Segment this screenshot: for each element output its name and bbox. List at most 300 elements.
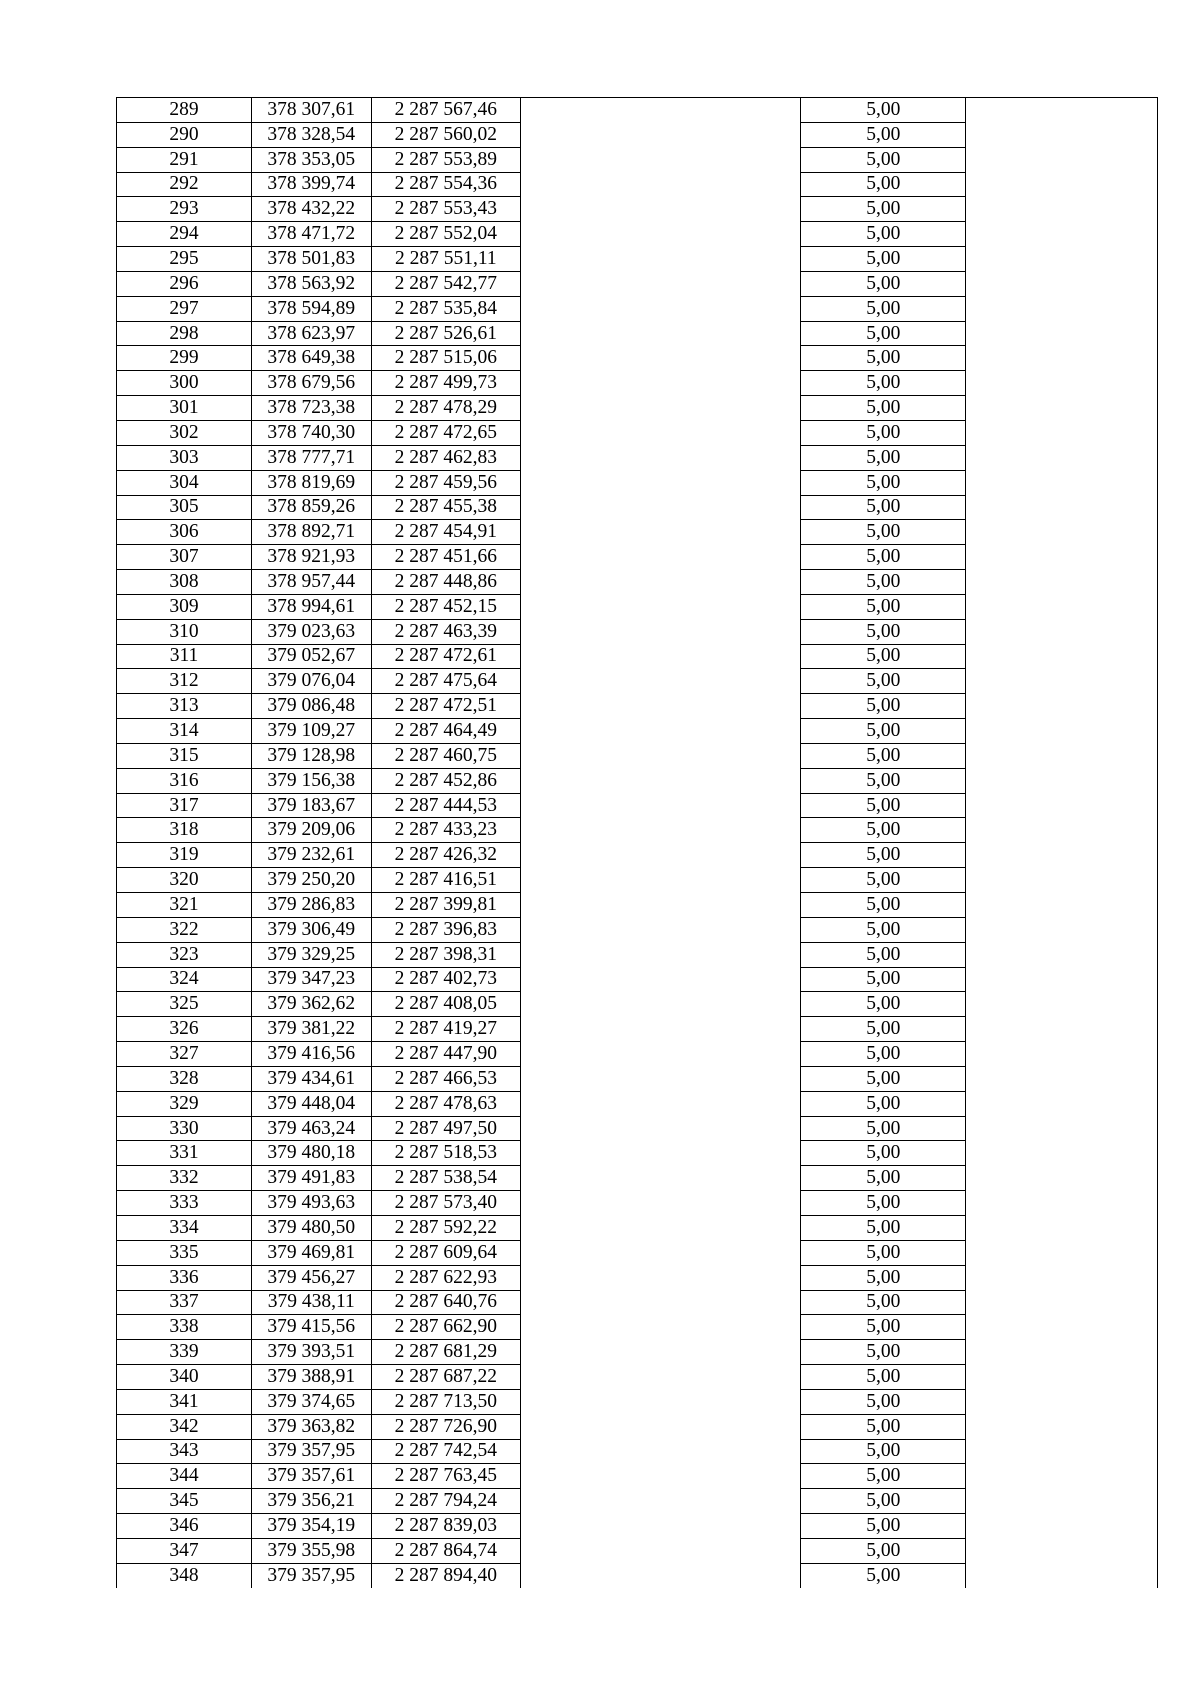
value-cell: 5,00 [801, 1265, 966, 1290]
empty-cell [966, 1091, 1158, 1116]
empty-cell [521, 247, 801, 272]
table-row [117, 570, 1158, 595]
value-cell: 5,00 [801, 122, 966, 147]
empty-cell [966, 396, 1158, 421]
y-coordinate-cell: 2 287 408,05 [371, 992, 520, 1017]
value-cell: 5,00 [801, 1563, 966, 1587]
point-number-cell: 327 [117, 1042, 252, 1067]
empty-cell [966, 1265, 1158, 1290]
y-coordinate-cell: 2 287 526,61 [371, 321, 520, 346]
point-number-cell: 323 [117, 942, 252, 967]
point-number-cell: 300 [117, 371, 252, 396]
x-coordinate-cell: 378 623,97 [252, 321, 372, 346]
empty-cell [966, 1414, 1158, 1439]
point-number-cell: 308 [117, 570, 252, 595]
point-number-cell: 324 [117, 967, 252, 992]
empty-cell [521, 470, 801, 495]
empty-cell [966, 1315, 1158, 1340]
table-row [117, 321, 1158, 346]
x-coordinate-cell: 379 456,27 [252, 1265, 372, 1290]
empty-cell [966, 1290, 1158, 1315]
empty-cell [966, 1141, 1158, 1166]
table-row [117, 520, 1158, 545]
empty-cell [966, 743, 1158, 768]
x-coordinate-cell: 379 357,95 [252, 1439, 372, 1464]
value-cell: 5,00 [801, 793, 966, 818]
table-row [117, 1340, 1158, 1365]
table-row [117, 1091, 1158, 1116]
empty-cell [521, 371, 801, 396]
value-cell: 5,00 [801, 594, 966, 619]
value-cell: 5,00 [801, 1389, 966, 1414]
value-cell: 5,00 [801, 1017, 966, 1042]
table-row [117, 1265, 1158, 1290]
y-coordinate-cell: 2 287 463,39 [371, 619, 520, 644]
point-number-cell: 309 [117, 594, 252, 619]
point-number-cell: 304 [117, 470, 252, 495]
empty-cell [966, 197, 1158, 222]
x-coordinate-cell: 379 354,19 [252, 1514, 372, 1539]
x-coordinate-cell: 379 183,67 [252, 793, 372, 818]
empty-cell [521, 1290, 801, 1315]
table-row [117, 942, 1158, 967]
x-coordinate-cell: 379 209,06 [252, 818, 372, 843]
y-coordinate-cell: 2 287 518,53 [371, 1141, 520, 1166]
x-coordinate-cell: 379 306,49 [252, 917, 372, 942]
empty-cell [521, 197, 801, 222]
y-coordinate-cell: 2 287 452,86 [371, 768, 520, 793]
y-coordinate-cell: 2 287 462,83 [371, 445, 520, 470]
empty-cell [966, 1538, 1158, 1563]
table-row [117, 271, 1158, 296]
empty-cell [966, 793, 1158, 818]
x-coordinate-cell: 379 156,38 [252, 768, 372, 793]
table-row [117, 843, 1158, 868]
table-row [117, 1389, 1158, 1414]
y-coordinate-cell: 2 287 448,86 [371, 570, 520, 595]
x-coordinate-cell: 379 448,04 [252, 1091, 372, 1116]
y-coordinate-cell: 2 287 472,61 [371, 644, 520, 669]
y-coordinate-cell: 2 287 538,54 [371, 1166, 520, 1191]
empty-cell [521, 1489, 801, 1514]
value-cell: 5,00 [801, 843, 966, 868]
x-coordinate-cell: 379 493,63 [252, 1191, 372, 1216]
empty-cell [966, 868, 1158, 893]
empty-cell [521, 992, 801, 1017]
empty-cell [521, 1066, 801, 1091]
y-coordinate-cell: 2 287 398,31 [371, 942, 520, 967]
table-row [117, 1538, 1158, 1563]
x-coordinate-cell: 379 388,91 [252, 1365, 372, 1390]
point-number-cell: 290 [117, 122, 252, 147]
y-coordinate-cell: 2 287 460,75 [371, 743, 520, 768]
table-row [117, 694, 1158, 719]
table-row [117, 967, 1158, 992]
empty-cell [521, 1439, 801, 1464]
value-cell: 5,00 [801, 222, 966, 247]
y-coordinate-cell: 2 287 451,66 [371, 545, 520, 570]
empty-cell [966, 917, 1158, 942]
value-cell: 5,00 [801, 743, 966, 768]
value-cell: 5,00 [801, 197, 966, 222]
table-row [117, 420, 1158, 445]
value-cell: 5,00 [801, 1191, 966, 1216]
y-coordinate-cell: 2 287 553,43 [371, 197, 520, 222]
table-row [117, 1042, 1158, 1067]
empty-cell [966, 296, 1158, 321]
empty-cell [521, 1414, 801, 1439]
empty-cell [966, 594, 1158, 619]
value-cell: 5,00 [801, 371, 966, 396]
empty-cell [966, 247, 1158, 272]
x-coordinate-cell: 378 353,05 [252, 147, 372, 172]
empty-cell [521, 520, 801, 545]
table-row [117, 545, 1158, 570]
y-coordinate-cell: 2 287 567,46 [371, 98, 520, 123]
y-coordinate-cell: 2 287 464,49 [371, 719, 520, 744]
empty-cell [521, 1166, 801, 1191]
value-cell: 5,00 [801, 520, 966, 545]
x-coordinate-cell: 379 076,04 [252, 669, 372, 694]
empty-cell [966, 122, 1158, 147]
value-cell: 5,00 [801, 818, 966, 843]
table-row [117, 1290, 1158, 1315]
empty-cell [521, 893, 801, 918]
y-coordinate-cell: 2 287 478,29 [371, 396, 520, 421]
empty-cell [966, 545, 1158, 570]
table-row [117, 594, 1158, 619]
table-row [117, 619, 1158, 644]
y-coordinate-cell: 2 287 396,83 [371, 917, 520, 942]
empty-cell [521, 669, 801, 694]
y-coordinate-cell: 2 287 497,50 [371, 1116, 520, 1141]
value-cell: 5,00 [801, 868, 966, 893]
point-number-cell: 302 [117, 420, 252, 445]
empty-cell [521, 545, 801, 570]
y-coordinate-cell: 2 287 552,04 [371, 222, 520, 247]
y-coordinate-cell: 2 287 622,93 [371, 1265, 520, 1290]
x-coordinate-cell: 379 347,23 [252, 967, 372, 992]
y-coordinate-cell: 2 287 640,76 [371, 1290, 520, 1315]
value-cell: 5,00 [801, 992, 966, 1017]
x-coordinate-cell: 378 399,74 [252, 172, 372, 197]
table-row [117, 197, 1158, 222]
empty-cell [521, 594, 801, 619]
point-number-cell: 325 [117, 992, 252, 1017]
value-cell: 5,00 [801, 147, 966, 172]
point-number-cell: 341 [117, 1389, 252, 1414]
table-row [117, 296, 1158, 321]
x-coordinate-cell: 379 232,61 [252, 843, 372, 868]
y-coordinate-cell: 2 287 662,90 [371, 1315, 520, 1340]
empty-cell [966, 843, 1158, 868]
y-coordinate-cell: 2 287 794,24 [371, 1489, 520, 1514]
x-coordinate-cell: 378 307,61 [252, 98, 372, 123]
empty-cell [521, 1563, 801, 1587]
x-coordinate-cell: 378 994,61 [252, 594, 372, 619]
point-number-cell: 299 [117, 346, 252, 371]
empty-cell [521, 420, 801, 445]
empty-cell [521, 445, 801, 470]
point-number-cell: 330 [117, 1116, 252, 1141]
table-row [117, 793, 1158, 818]
table-row [117, 495, 1158, 520]
x-coordinate-cell: 378 501,83 [252, 247, 372, 272]
x-coordinate-cell: 378 921,93 [252, 545, 372, 570]
empty-cell [521, 1315, 801, 1340]
empty-cell [966, 321, 1158, 346]
point-number-cell: 332 [117, 1166, 252, 1191]
x-coordinate-cell: 379 434,61 [252, 1066, 372, 1091]
empty-cell [966, 893, 1158, 918]
coordinates-table [116, 97, 1158, 1588]
point-number-cell: 296 [117, 271, 252, 296]
value-cell: 5,00 [801, 669, 966, 694]
point-number-cell: 305 [117, 495, 252, 520]
point-number-cell: 306 [117, 520, 252, 545]
empty-cell [966, 147, 1158, 172]
table-row [117, 1116, 1158, 1141]
y-coordinate-cell: 2 287 466,53 [371, 1066, 520, 1091]
y-coordinate-cell: 2 287 551,11 [371, 247, 520, 272]
table-row [117, 1215, 1158, 1240]
empty-cell [966, 470, 1158, 495]
point-number-cell: 338 [117, 1315, 252, 1340]
point-number-cell: 344 [117, 1464, 252, 1489]
point-number-cell: 319 [117, 843, 252, 868]
empty-cell [966, 1489, 1158, 1514]
x-coordinate-cell: 379 463,24 [252, 1116, 372, 1141]
value-cell: 5,00 [801, 967, 966, 992]
empty-cell [966, 992, 1158, 1017]
value-cell: 5,00 [801, 1091, 966, 1116]
table-row [117, 893, 1158, 918]
y-coordinate-cell: 2 287 609,64 [371, 1240, 520, 1265]
value-cell: 5,00 [801, 545, 966, 570]
empty-cell [521, 1042, 801, 1067]
table-row [117, 868, 1158, 893]
point-number-cell: 311 [117, 644, 252, 669]
empty-cell [966, 445, 1158, 470]
value-cell: 5,00 [801, 1365, 966, 1390]
y-coordinate-cell: 2 287 416,51 [371, 868, 520, 893]
x-coordinate-cell: 379 128,98 [252, 743, 372, 768]
empty-cell [521, 1340, 801, 1365]
table-row [117, 122, 1158, 147]
table-row [117, 1439, 1158, 1464]
empty-cell [521, 743, 801, 768]
x-coordinate-cell: 379 357,95 [252, 1563, 372, 1587]
table-row [117, 222, 1158, 247]
empty-cell [521, 346, 801, 371]
empty-cell [521, 868, 801, 893]
y-coordinate-cell: 2 287 402,73 [371, 967, 520, 992]
empty-cell [966, 719, 1158, 744]
point-number-cell: 313 [117, 694, 252, 719]
y-coordinate-cell: 2 287 535,84 [371, 296, 520, 321]
y-coordinate-cell: 2 287 426,32 [371, 843, 520, 868]
x-coordinate-cell: 378 723,38 [252, 396, 372, 421]
empty-cell [966, 1116, 1158, 1141]
table-row [117, 1563, 1158, 1587]
point-number-cell: 343 [117, 1439, 252, 1464]
y-coordinate-cell: 2 287 713,50 [371, 1389, 520, 1414]
table-row [117, 346, 1158, 371]
point-number-cell: 310 [117, 619, 252, 644]
x-coordinate-cell: 379 023,63 [252, 619, 372, 644]
y-coordinate-cell: 2 287 573,40 [371, 1191, 520, 1216]
x-coordinate-cell: 379 469,81 [252, 1240, 372, 1265]
x-coordinate-cell: 378 777,71 [252, 445, 372, 470]
value-cell: 5,00 [801, 1166, 966, 1191]
y-coordinate-cell: 2 287 763,45 [371, 1464, 520, 1489]
x-coordinate-cell: 379 109,27 [252, 719, 372, 744]
empty-cell [521, 1116, 801, 1141]
table-row [117, 172, 1158, 197]
point-number-cell: 298 [117, 321, 252, 346]
empty-cell [521, 1514, 801, 1539]
empty-cell [521, 1538, 801, 1563]
empty-cell [521, 619, 801, 644]
y-coordinate-cell: 2 287 894,40 [371, 1563, 520, 1587]
point-number-cell: 322 [117, 917, 252, 942]
x-coordinate-cell: 378 859,26 [252, 495, 372, 520]
y-coordinate-cell: 2 287 499,73 [371, 371, 520, 396]
point-number-cell: 337 [117, 1290, 252, 1315]
point-number-cell: 295 [117, 247, 252, 272]
y-coordinate-cell: 2 287 560,02 [371, 122, 520, 147]
y-coordinate-cell: 2 287 433,23 [371, 818, 520, 843]
value-cell: 5,00 [801, 1315, 966, 1340]
empty-cell [966, 669, 1158, 694]
table-row [117, 98, 1158, 123]
x-coordinate-cell: 379 086,48 [252, 694, 372, 719]
empty-cell [521, 147, 801, 172]
y-coordinate-cell: 2 287 554,36 [371, 172, 520, 197]
y-coordinate-cell: 2 287 542,77 [371, 271, 520, 296]
empty-cell [521, 1091, 801, 1116]
empty-cell [521, 793, 801, 818]
y-coordinate-cell: 2 287 447,90 [371, 1042, 520, 1067]
value-cell: 5,00 [801, 917, 966, 942]
coordinates-table-body [117, 98, 1158, 1588]
y-coordinate-cell: 2 287 742,54 [371, 1439, 520, 1464]
empty-cell [521, 570, 801, 595]
empty-cell [521, 942, 801, 967]
value-cell: 5,00 [801, 396, 966, 421]
value-cell: 5,00 [801, 445, 966, 470]
x-coordinate-cell: 378 471,72 [252, 222, 372, 247]
y-coordinate-cell: 2 287 592,22 [371, 1215, 520, 1240]
value-cell: 5,00 [801, 1066, 966, 1091]
value-cell: 5,00 [801, 296, 966, 321]
value-cell: 5,00 [801, 1042, 966, 1067]
point-number-cell: 292 [117, 172, 252, 197]
table-row [117, 992, 1158, 1017]
table-row [117, 818, 1158, 843]
table-row [117, 669, 1158, 694]
empty-cell [521, 1017, 801, 1042]
table-row [117, 1191, 1158, 1216]
empty-cell [521, 1215, 801, 1240]
point-number-cell: 333 [117, 1191, 252, 1216]
value-cell: 5,00 [801, 1489, 966, 1514]
value-cell: 5,00 [801, 1439, 966, 1464]
empty-cell [521, 843, 801, 868]
table-row [117, 1464, 1158, 1489]
empty-cell [966, 172, 1158, 197]
empty-cell [521, 1265, 801, 1290]
empty-cell [521, 271, 801, 296]
table-row [117, 247, 1158, 272]
table-row [117, 719, 1158, 744]
y-coordinate-cell: 2 287 472,65 [371, 420, 520, 445]
empty-cell [521, 1240, 801, 1265]
table-row [117, 1365, 1158, 1390]
value-cell: 5,00 [801, 321, 966, 346]
empty-cell [966, 942, 1158, 967]
y-coordinate-cell: 2 287 452,15 [371, 594, 520, 619]
y-coordinate-cell: 2 287 444,53 [371, 793, 520, 818]
empty-cell [966, 1240, 1158, 1265]
table-row [117, 396, 1158, 421]
x-coordinate-cell: 378 892,71 [252, 520, 372, 545]
point-number-cell: 301 [117, 396, 252, 421]
empty-cell [966, 1340, 1158, 1365]
value-cell: 5,00 [801, 1116, 966, 1141]
point-number-cell: 297 [117, 296, 252, 321]
empty-cell [521, 321, 801, 346]
empty-cell [521, 98, 801, 123]
y-coordinate-cell: 2 287 399,81 [371, 893, 520, 918]
point-number-cell: 335 [117, 1240, 252, 1265]
point-number-cell: 331 [117, 1141, 252, 1166]
y-coordinate-cell: 2 287 839,03 [371, 1514, 520, 1539]
empty-cell [966, 371, 1158, 396]
y-coordinate-cell: 2 287 681,29 [371, 1340, 520, 1365]
empty-cell [966, 1215, 1158, 1240]
empty-cell [521, 967, 801, 992]
value-cell: 5,00 [801, 420, 966, 445]
y-coordinate-cell: 2 287 459,56 [371, 470, 520, 495]
point-number-cell: 293 [117, 197, 252, 222]
table-row [117, 445, 1158, 470]
value-cell: 5,00 [801, 1538, 966, 1563]
x-coordinate-cell: 378 957,44 [252, 570, 372, 595]
empty-cell [521, 818, 801, 843]
value-cell: 5,00 [801, 694, 966, 719]
y-coordinate-cell: 2 287 472,51 [371, 694, 520, 719]
empty-cell [966, 1191, 1158, 1216]
empty-cell [521, 1365, 801, 1390]
empty-cell [966, 1439, 1158, 1464]
point-number-cell: 303 [117, 445, 252, 470]
empty-cell [966, 1166, 1158, 1191]
empty-cell [966, 818, 1158, 843]
point-number-cell: 342 [117, 1414, 252, 1439]
x-coordinate-cell: 379 357,61 [252, 1464, 372, 1489]
x-coordinate-cell: 379 438,11 [252, 1290, 372, 1315]
value-cell: 5,00 [801, 495, 966, 520]
table-row [117, 917, 1158, 942]
x-coordinate-cell: 379 329,25 [252, 942, 372, 967]
empty-cell [521, 1464, 801, 1489]
empty-cell [966, 694, 1158, 719]
empty-cell [966, 495, 1158, 520]
empty-cell [521, 495, 801, 520]
value-cell: 5,00 [801, 1240, 966, 1265]
x-coordinate-cell: 379 355,98 [252, 1538, 372, 1563]
